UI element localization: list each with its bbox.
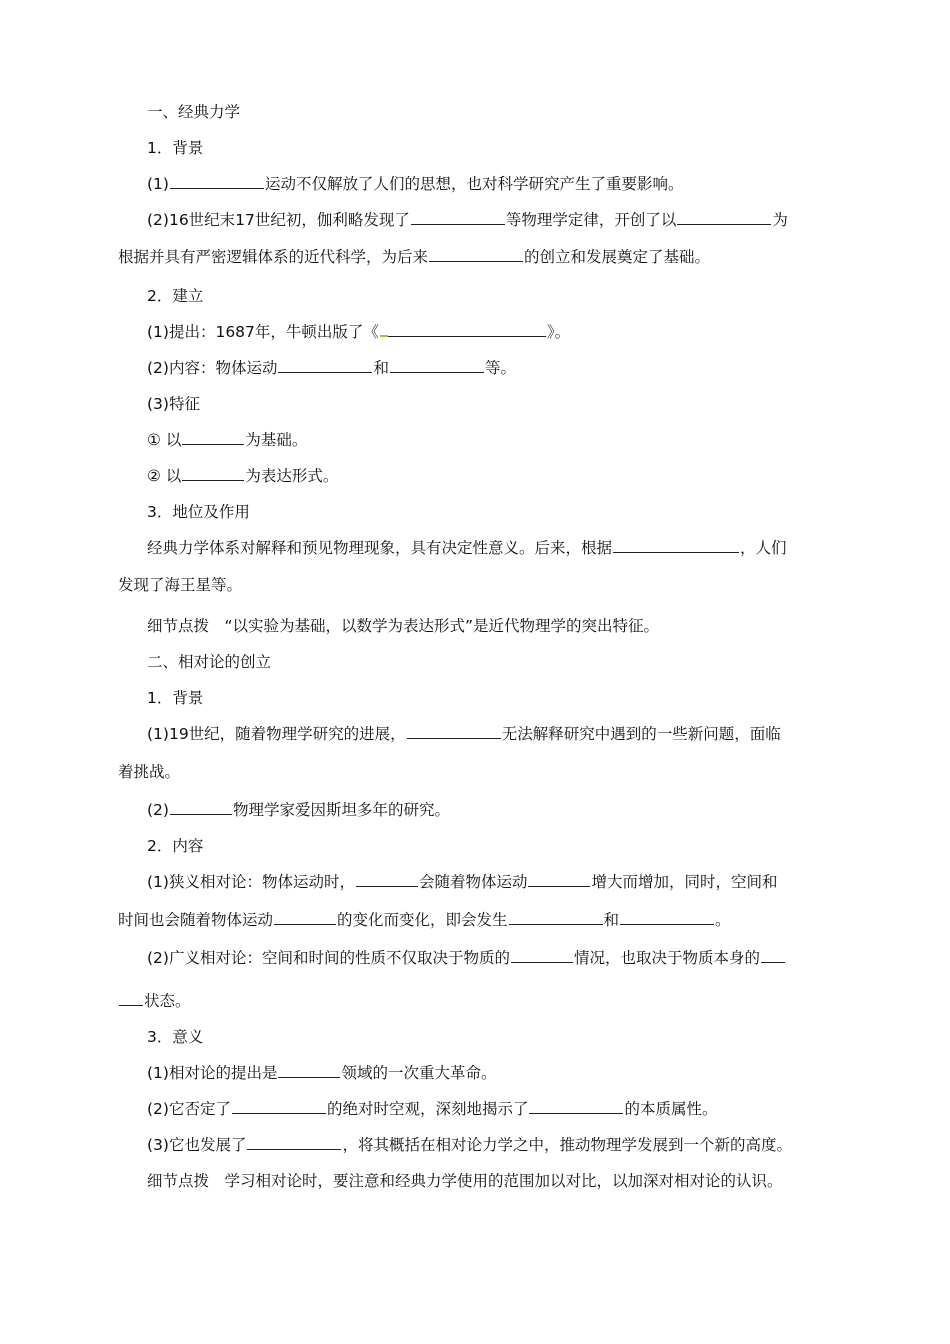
blank-line (529, 1098, 623, 1114)
blank-line (170, 799, 232, 815)
blank-line (761, 947, 785, 963)
paragraph: 发现了海王星等。 (118, 576, 243, 594)
paragraph: (2)广义相对论：空间和时间的性质不仅取决于物质的 情况，也取决于物质本身的 (147, 947, 869, 969)
section-heading-classical-mechanics: 一、经典力学 (147, 103, 241, 121)
paragraph: ② 以 为表达形式。 (147, 467, 339, 485)
paragraph: 根据并具有严密逻辑体系的近代科学，为后来 的创立和发展奠定了基础。 (118, 248, 711, 266)
subheading-content: 2．内容 (147, 837, 204, 855)
paragraph: (1)提出：1687年，牛顿出版了《 》。 (147, 323, 571, 341)
paragraph: 状态。 (118, 990, 840, 1012)
paragraph: 着挑战。 (118, 763, 181, 781)
subheading-background: 1．背景 (147, 689, 204, 707)
blank-line (247, 1134, 341, 1150)
blank-line (182, 465, 244, 481)
blank-line (170, 173, 264, 189)
blank-line (407, 723, 501, 739)
blank-line (380, 321, 546, 337)
tip-note: 细节点拨 “以实验为基础，以数学为表达形式”是近代物理学的突出特征。 (147, 617, 660, 635)
paragraph: (2) 物理学家爱因斯坦多年的研究。 (147, 801, 450, 819)
paragraph: 时间也会随着物体运动 的变化而变化，即会发生 和 。 (118, 911, 731, 929)
blank-line (511, 947, 573, 963)
subheading-establishment: 2．建立 (147, 287, 204, 305)
blank-line (677, 209, 771, 225)
blank-line (119, 990, 143, 1006)
tip-note: 细节点拨 学习相对论时，要注意和经典力学使用的范围加以对比，以加深对相对论的认识。 (147, 1172, 783, 1190)
paragraph: (1)19世纪，随着物理学研究的进展， 无法解释研究中遇到的一些新问题，面临 (147, 725, 781, 743)
blank-line (613, 537, 739, 553)
blank-line (278, 1062, 340, 1078)
section-heading-relativity: 二、相对论的创立 (147, 653, 272, 671)
paragraph: (3)特征 (147, 395, 200, 413)
blank-line (278, 357, 372, 373)
blank-line (356, 871, 418, 887)
paragraph: (2)内容：物体运动 和 等。 (147, 359, 516, 377)
subheading-significance: 3．意义 (147, 1028, 204, 1046)
blank-line (390, 357, 484, 373)
blank-line (429, 246, 523, 262)
blank-line (274, 909, 336, 925)
subheading-status: 3．地位及作用 (147, 503, 250, 521)
highlight-mark (380, 335, 388, 337)
paragraph: (1)相对论的提出是 领域的一次重大革命。 (147, 1064, 497, 1082)
paragraph: (1) 运动不仅解放了人们的思想，也对科学研究产生了重要影响。 (147, 175, 684, 193)
paragraph: (1)狭义相对论：物体运动时， 会随着物体运动 增大而增加，同时，空间和 (147, 873, 778, 891)
paragraph: (3)它也发展了 ，将其概括在相对论力学之中，推动物理学发展到一个新的高度。 (147, 1136, 792, 1154)
paragraph: 经典力学体系对解释和预见物理现象，具有决定性意义。后来，根据 ，人们 (147, 539, 787, 557)
blank-line (528, 871, 590, 887)
blank-line (509, 909, 603, 925)
paragraph: (2)16世纪末17世纪初，伽利略发现了 等物理学定律，开创了以 为 (147, 211, 788, 229)
paragraph: (2)它否定了 的绝对时空观，深刻地揭示了 的本质属性。 (147, 1100, 718, 1118)
blank-line (232, 1098, 326, 1114)
subheading-background: 1．背景 (147, 139, 204, 157)
blank-line (411, 209, 505, 225)
blank-line (182, 429, 244, 445)
paragraph: ① 以 为基础。 (147, 431, 308, 449)
blank-line (620, 909, 714, 925)
